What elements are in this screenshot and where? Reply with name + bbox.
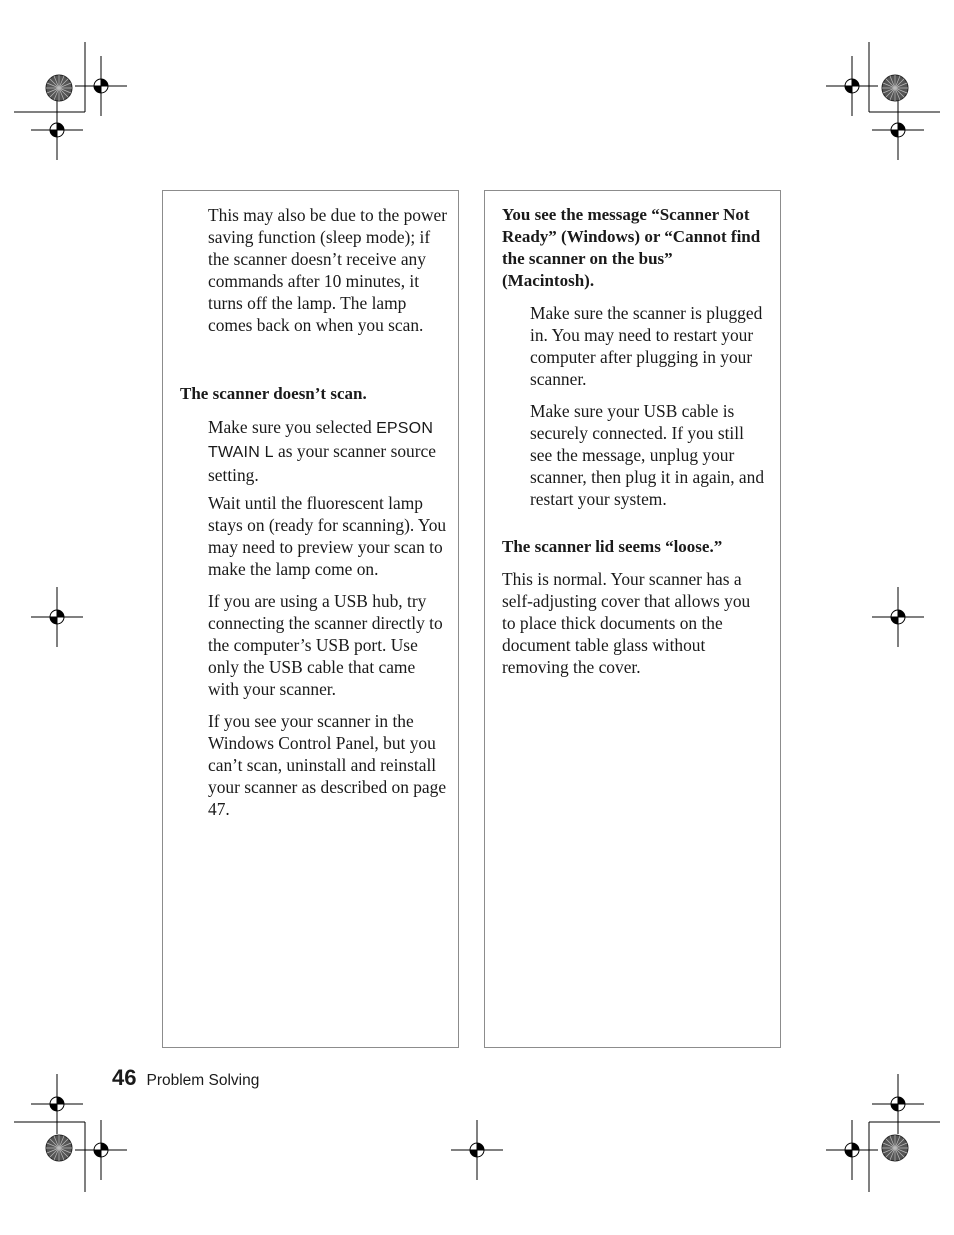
paragraph-fluorescent-lamp: Wait until the fluorescent lamp stays on (ready for scanning). You may need to preview your scan to make the lamp come on. — [208, 493, 447, 579]
twain-source-name: EPSON TWAIN L — [208, 420, 434, 461]
twain-text-after: as your scanner source setting. — [208, 441, 436, 485]
left-column — [162, 190, 459, 1048]
heading-scanner-doesnt-scan: The scanner doesn’t scan. — [180, 384, 367, 403]
page-number: 46 — [112, 1065, 137, 1090]
paragraph-usb-hub: If you are using a USB hub, try connecting the scanner directly to the computer’s USB port. Use only the USB cable that came with your scanner. — [208, 591, 443, 699]
twain-text-before: Make sure you selected — [208, 417, 377, 437]
paragraph-control-panel: If you see your scanner in the Windows Control Panel, but you can’t scan, uninstall and reinstall your scanner as described on page 47. — [208, 711, 447, 819]
page-footer — [112, 1065, 259, 1091]
paragraph-twain-setting — [208, 416, 448, 486]
heading-scanner-not-ready: You see the message “Scanner Not Ready” (Windows) or “Cannot find the scanner on the bus” (Macintosh). — [502, 205, 761, 290]
paragraph-power-saving: This may also be due to the power saving function (sleep mode); if the scanner doesn’t receive any commands after 10 minutes, it turns off the lamp. The lamp comes back on when you scan. — [208, 205, 448, 335]
section-title: Problem Solving — [146, 1072, 260, 1089]
paragraph-plugged-in: Make sure the scanner is plugged in. You may need to restart your computer after plugging in your scanner. — [530, 303, 763, 389]
right-column — [484, 190, 781, 1048]
paragraph-lid-normal: This is normal. Your scanner has a self-adjusting cover that allows you to place thick documents on the document table glass without removing the cover. — [502, 569, 751, 677]
paragraph-usb-cable: Make sure your USB cable is securely connected. If you still see the message, unplug your scanner, then plug it in again, and restart your system. — [530, 401, 765, 509]
heading-lid-loose: The scanner lid seems “loose.” — [502, 537, 723, 556]
